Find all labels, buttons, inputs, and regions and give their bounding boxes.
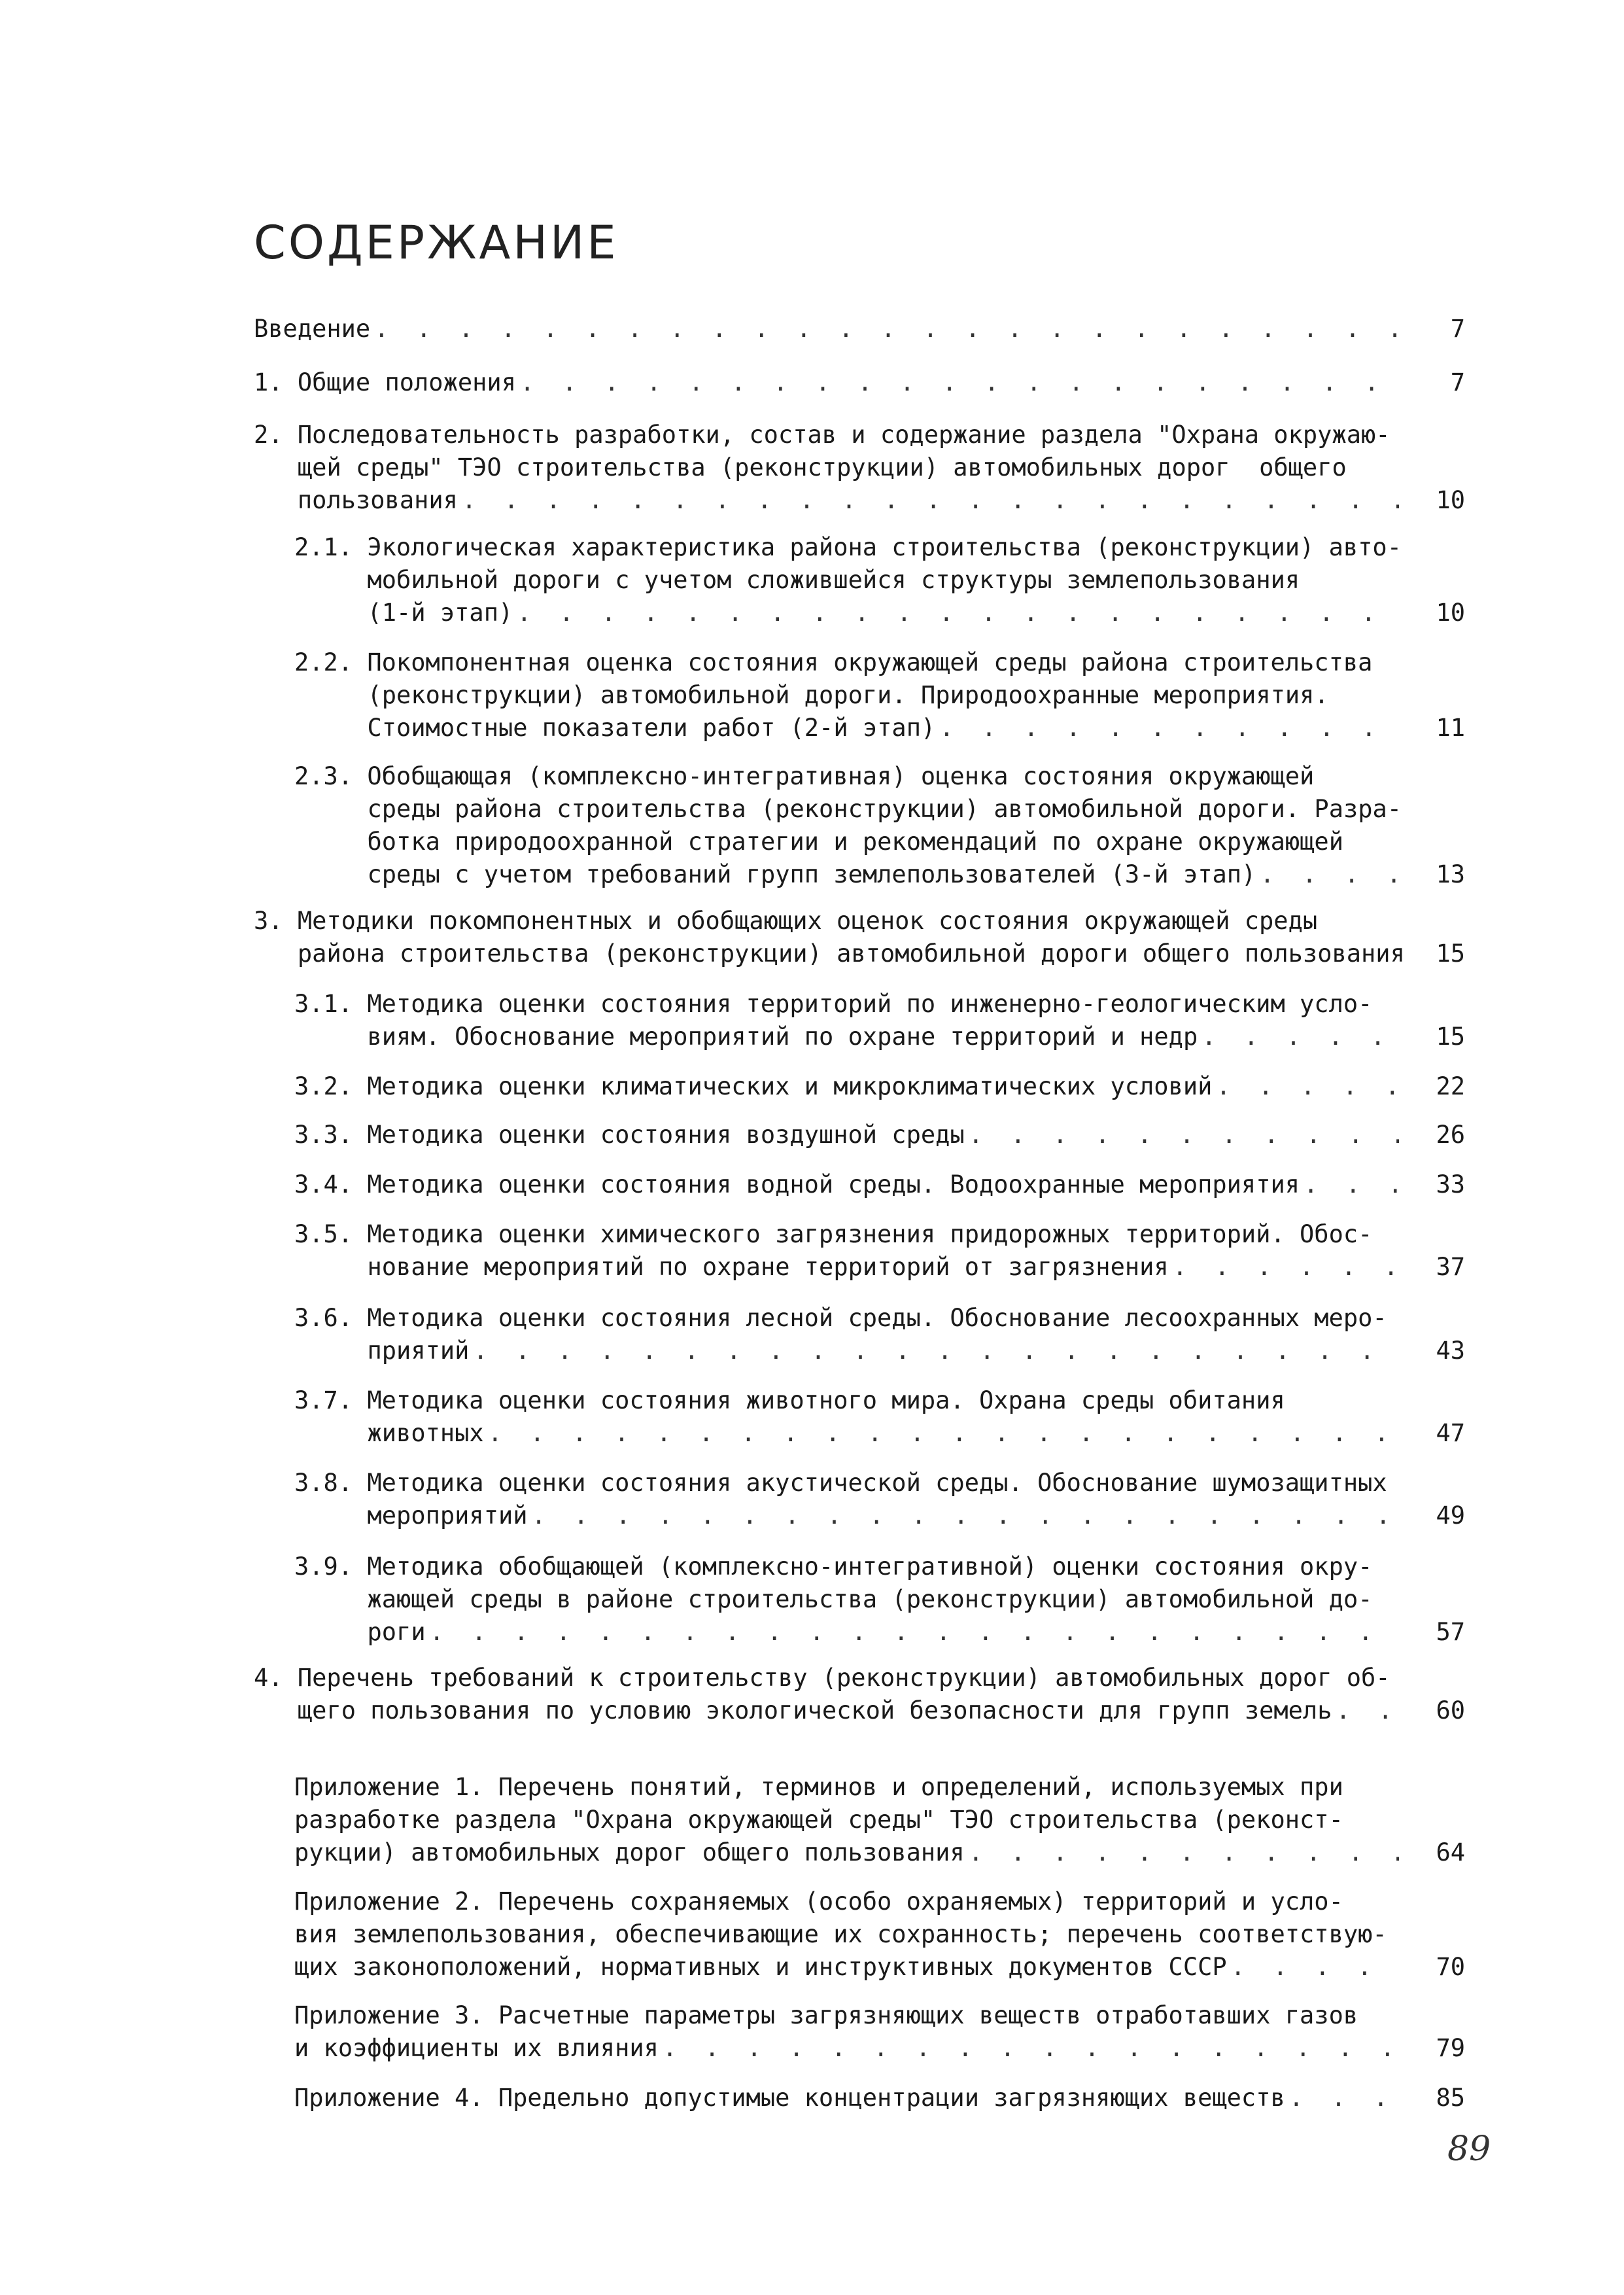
toc-entry-line: разработке раздела "Охрана окружающей среды" ТЭО строительства (реконст- [294, 1806, 1343, 1834]
toc-entry [294, 1119, 1465, 1151]
leader-dots [374, 313, 1399, 345]
toc-page-number: 10 [1436, 599, 1465, 627]
page-number: 89 [1447, 2129, 1491, 2169]
leader-dots [520, 366, 1399, 399]
toc-entry-line: 3.2. Методика оценки климатических и микроклиматических условий [294, 1072, 1213, 1100]
toc-page-number: 7 [1450, 315, 1465, 343]
toc-entry [294, 1070, 1465, 1103]
toc-entry-line: 2.3. Обобщающая (комплексно-интегративная) оценка состояния окружающей [294, 762, 1315, 790]
toc-entry-line: роги [367, 1618, 426, 1646]
toc-entry [254, 419, 1465, 517]
toc-page-number: 37 [1436, 1253, 1465, 1281]
toc-page-number: 57 [1436, 1618, 1465, 1646]
toc-entry-line: ботка природоохранной стратегии и рекомендаций по охране окружающей [367, 828, 1343, 856]
leader-dots [517, 597, 1399, 629]
toc-entry-line: виям. Обоснование мероприятий по охране территорий и недр [367, 1023, 1198, 1051]
toc-entry [294, 1550, 1465, 1649]
toc-page-number: 49 [1436, 1501, 1465, 1530]
toc-entry-line: мероприятий [367, 1501, 528, 1530]
toc-entry-line: вия землепользования, обеспечивающие их сохранность; перечень соответствую- [294, 1920, 1387, 1948]
toc-entry-line: мобильной дороги с учетом сложившейся структуры землепользования [367, 566, 1300, 594]
leader-dots [1173, 1251, 1399, 1284]
toc-entry [254, 905, 1465, 970]
leader-dots [1231, 1951, 1399, 1984]
toc-page-number: 13 [1436, 860, 1465, 888]
toc-page-number: 33 [1436, 1170, 1465, 1199]
toc-entry-line: (реконструкции) автомобильной дороги. Природоохранные мероприятия. [367, 681, 1329, 709]
toc-entry-line: нование мероприятий по охране территорий от загрязнения [367, 1253, 1169, 1281]
toc-entry-line: 4. Перечень требований к строительству (реконструкции) автомобильных дорог об- [254, 1664, 1391, 1692]
toc-entry-line: 3.9. Методика обобщающей (комплексно-интегративной) оценки состояния окру- [294, 1552, 1373, 1581]
toc-entry-line: 3.7. Методика оценки состояния животного мира. Охрана среды обитания [294, 1386, 1285, 1414]
toc-entry-line: Приложение 4. Предельно допустимые концентрации загрязняющих веществ [294, 2084, 1285, 2112]
page-title: СОДЕРЖАНИЕ [254, 216, 619, 270]
toc-entry [294, 988, 1465, 1053]
leader-dots [462, 484, 1399, 517]
toc-page-number: 15 [1436, 1023, 1465, 1051]
toc-entry-line: жающей среды в районе строительства (реконструкции) автомобильной до- [367, 1585, 1373, 1613]
toc-entry [294, 646, 1465, 745]
toc-page-number: 7 [1450, 368, 1465, 396]
toc-entry-line: Приложение 2. Перечень сохраняемых (особо охраняемых) территорий и усло- [294, 1887, 1343, 1916]
toc-entry [294, 1168, 1465, 1201]
toc-entry-line: приятий [367, 1337, 470, 1365]
toc-page-number: 47 [1436, 1419, 1465, 1447]
toc-entry [254, 313, 1465, 345]
toc-entry-line: Введение [254, 315, 371, 343]
toc-entry [294, 1885, 1465, 1984]
toc-entry-line: и коэффициенты их влияния [294, 2034, 659, 2062]
toc-entry-line: среды района строительства (реконструкции) автомобильной дороги. Разра- [367, 795, 1402, 823]
toc-entry [294, 1384, 1465, 1450]
toc-entry-line: 3. Методики покомпонентных и обобщающих оценок состояния окружающей среды [254, 907, 1318, 935]
toc-entry-line: (1-й этап) [367, 599, 513, 627]
toc-entry-line: 3.4. Методика оценки состояния водной среды. Водоохранные мероприятия [294, 1170, 1300, 1199]
toc-page-number: 79 [1436, 2034, 1465, 2062]
toc-entry-line: 3.6. Методика оценки состояния лесной среды. Обоснование лесоохранных меро- [294, 1304, 1387, 1332]
toc-entry-line: 3.1. Методика оценки состояния территорий по инженерно-геологическим усло- [294, 990, 1373, 1018]
toc-entry-line: Приложение 3. Расчетные параметры загрязняющих веществ отработавших газов [294, 2001, 1358, 2029]
toc-entry [294, 1999, 1465, 2065]
toc-entry-line: Приложение 1. Перечень понятий, терминов и определений, используемых при [294, 1773, 1343, 1801]
toc-entry-line: пользования [297, 486, 458, 514]
toc-entry-line: 3.8. Методика оценки состояния акустической среды. Обоснование шумозащитных [294, 1469, 1387, 1497]
toc-entry-line: 2.2. Покомпонентная оценка состояния окружающей среды района строительства [294, 648, 1373, 676]
toc-entry [294, 1771, 1465, 1869]
toc-entry-line: района строительства (реконструкции) автомобильной дороги общего пользования [297, 939, 1405, 968]
toc-entry-line: 2.1. Экологическая характеристика района строительства (реконструкции) авто- [294, 533, 1402, 561]
toc-page-number: 11 [1436, 714, 1465, 742]
toc-entry-line: щих законоположений, нормативных и инструктивных документов СССР [294, 1953, 1227, 1981]
toc-entry-line: среды с учетом требований групп землепользователей (3-й этап) [367, 860, 1256, 888]
leader-dots [1304, 1168, 1399, 1201]
toc-entry-line: 3.3. Методика оценки состояния воздушной среды [294, 1121, 965, 1149]
toc-entry [294, 760, 1465, 891]
toc-entry-line: рукции) автомобильных дорог общего пользования [294, 1838, 965, 1866]
toc-entry-line: 1. Общие положения [254, 368, 516, 396]
leader-dots [1216, 1070, 1399, 1103]
toc-page-number: 85 [1436, 2084, 1465, 2112]
leader-dots [1289, 2082, 1399, 2114]
toc-page-number: 10 [1436, 486, 1465, 514]
toc-page-number: 70 [1436, 1953, 1465, 1981]
leader-dots [969, 1119, 1399, 1151]
toc-entry-line: Стоимостные показатели работ (2-й этап) [367, 714, 936, 742]
toc-entry [254, 366, 1465, 399]
toc-entry [294, 2082, 1465, 2114]
toc-entry [294, 1467, 1465, 1532]
toc-page-number: 60 [1436, 1696, 1465, 1725]
toc-page-number: 26 [1436, 1121, 1465, 1149]
toc-entry [294, 1218, 1465, 1284]
leader-dots [1201, 1021, 1399, 1053]
toc-entry-line: животных [367, 1419, 484, 1447]
toc-page-number: 22 [1436, 1072, 1465, 1100]
leader-dots [430, 1616, 1399, 1649]
toc-page-number: 15 [1436, 939, 1465, 968]
toc-entry-line: 3.5. Методика оценки химического загрязнения придорожных территорий. Обос- [294, 1220, 1373, 1248]
leader-dots [473, 1335, 1399, 1367]
toc-entry [254, 1662, 1465, 1727]
leader-dots [532, 1499, 1399, 1532]
leader-dots [488, 1417, 1399, 1450]
toc-entry-line: 2. Последовательность разработки, состав и содержание раздела "Охрана окружаю- [254, 421, 1391, 449]
toc-entry-line: щей среды" ТЭО строительства (реконструкции) автомобильных дорог общего [297, 453, 1347, 482]
leader-dots [1260, 858, 1399, 891]
leader-dots [969, 1836, 1399, 1869]
leader-dots [939, 712, 1399, 745]
toc-entry [294, 1302, 1465, 1367]
leader-dots [1336, 1694, 1399, 1727]
toc-entry-line: щего пользования по условию экологической безопасности для групп земель [297, 1696, 1332, 1725]
toc-page-number: 43 [1436, 1337, 1465, 1365]
toc-entry [294, 531, 1465, 629]
toc-page-number: 64 [1436, 1838, 1465, 1866]
leader-dots [663, 2032, 1399, 2065]
